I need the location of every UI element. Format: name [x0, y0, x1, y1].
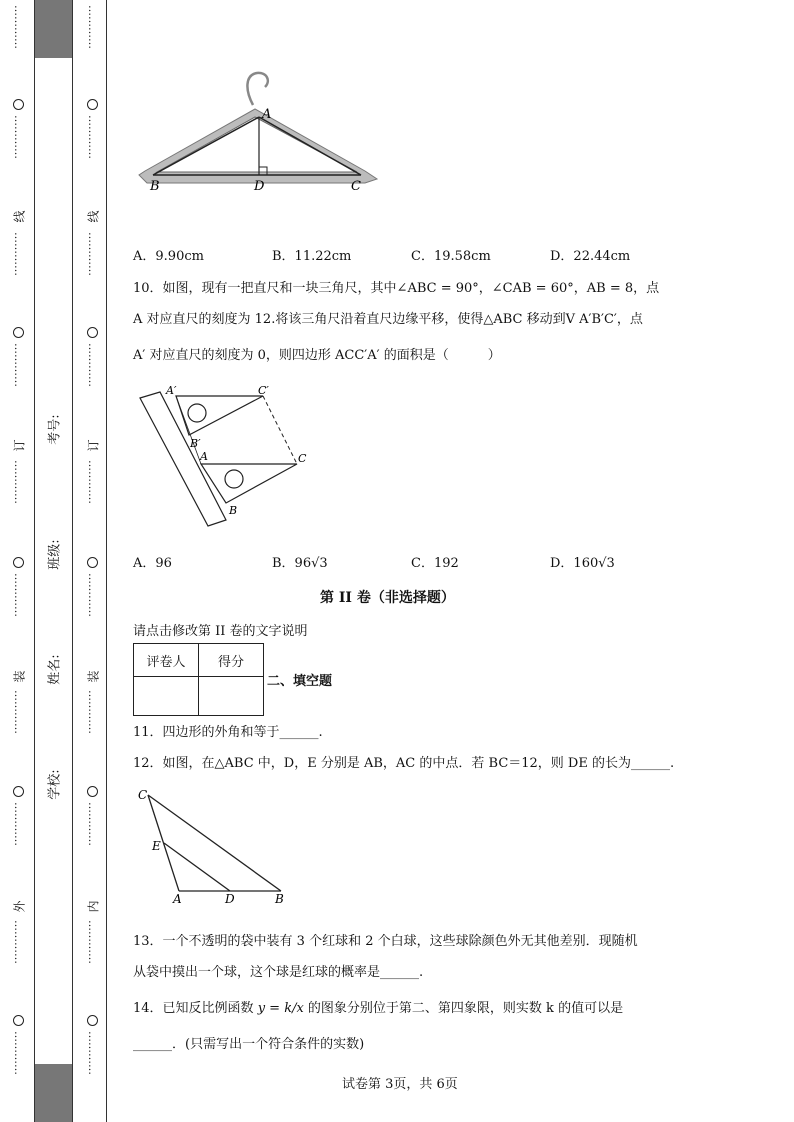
binding-line-2: [72, 0, 73, 1122]
table-cell-grader: [134, 677, 199, 716]
dotted-line: …………: [86, 460, 99, 504]
binding-circle: [87, 327, 98, 338]
label-A: A: [200, 450, 208, 463]
label-A: A: [173, 892, 182, 906]
section-note: 请点击修改第 II 卷的文字说明: [133, 624, 308, 639]
binding-line-1: [34, 0, 35, 1122]
binding-circle: [87, 1015, 98, 1026]
table-header-score: 得分: [199, 644, 264, 677]
dotted-line: …………: [86, 1031, 99, 1075]
q12-text: 12．如图，在△ABC 中，D，E 分别是 AB，AC 的中点．若 BC＝12，则 DE 的长为______.: [133, 756, 675, 771]
dotted-line: …………: [12, 802, 25, 846]
table-cell-score: [199, 677, 264, 716]
q10-line-3: A′ 对应直尺的刻度为 0，则四边形 ACC′A′ 的面积是（ ）: [133, 348, 501, 363]
field-name: 姓名:: [47, 654, 63, 685]
binding-circle: [13, 786, 24, 797]
outer-label-xian: 线: [12, 210, 27, 223]
dotted-line: …………: [12, 115, 25, 159]
binding-circle: [13, 99, 24, 110]
inner-label-xian: 线: [86, 210, 101, 223]
inner-label-nei: 内: [86, 900, 101, 913]
q11-text: 11．四边形的外角和等于______.: [133, 725, 323, 740]
outer-label-ding: 订: [12, 439, 27, 452]
field-school: 学校:: [47, 769, 63, 800]
q9-option-c: C．19.58cm: [411, 249, 491, 264]
q14-text-b: 的图象分别位于第二、第四象限，则实数 k 的值可以是: [307, 1001, 624, 1016]
page-footer: 试卷第 3页，共 6页: [342, 1077, 458, 1092]
label-C: C: [298, 452, 307, 465]
score-table: [133, 643, 264, 716]
binding-margin: [0, 0, 108, 1122]
gray-block-top: [35, 0, 72, 58]
binding-circle: [87, 786, 98, 797]
q10-line-2: A 对应直尺的刻度为 12.将该三角尺沿着直尺边缘平移，使得△ABC 移动到V A′B′C′，点: [133, 312, 643, 327]
label-D: D: [254, 179, 265, 194]
label-D: D: [225, 892, 235, 906]
field-class: 班级:: [47, 539, 63, 570]
dotted-line: …………: [12, 1031, 25, 1075]
dotted-line: …………: [86, 802, 99, 846]
binding-circle: [87, 557, 98, 568]
q9-option-a: A．9.90cm: [133, 249, 204, 264]
q14-line-2: ______．(只需写出一个符合条件的实数): [133, 1037, 365, 1052]
q13-line-2: 从袋中摸出一个球，这个球是红球的概率是______.: [133, 965, 424, 980]
label-A-prime: A′: [166, 384, 177, 397]
outer-label-wai: 外: [12, 900, 27, 913]
fill-blank-heading: 二、填空题: [267, 674, 333, 689]
dotted-line: …………: [12, 232, 25, 276]
section-title: 第 II 卷（非选择题）: [320, 590, 455, 606]
dotted-line: …………: [12, 690, 25, 734]
triangle-figure: [133, 785, 293, 907]
dotted-line: …………: [12, 920, 25, 964]
label-C: C: [351, 179, 361, 194]
q10-option-c: C．192: [411, 556, 459, 571]
gray-block-bottom: [35, 1064, 72, 1122]
q10-option-d: D．160√3: [550, 556, 615, 571]
ruler-triangle-figure: [130, 380, 320, 530]
binding-circle: [13, 327, 24, 338]
dotted-line: …………: [86, 690, 99, 734]
dotted-line: …………: [12, 573, 25, 617]
dotted-line: …………: [86, 920, 99, 964]
binding-circle: [87, 99, 98, 110]
q10-text-a: 10．如图，现有一把直尺和一块三角尺，其中: [133, 281, 397, 296]
label-B-prime: B′: [190, 437, 201, 450]
hanger-figure: [135, 65, 385, 195]
binding-line-3: [106, 0, 107, 1122]
dotted-line: …………: [86, 5, 99, 49]
dotted-line: …………: [86, 232, 99, 276]
dotted-line: …………: [12, 460, 25, 504]
dotted-line: …………: [86, 573, 99, 617]
q14-line-1: [133, 997, 623, 1016]
table-header-grader: 评卷人: [134, 644, 199, 677]
outer-label-zhuang: 装: [12, 670, 27, 683]
q10-text-b: ∠ABC = 90°，∠CAB = 60°，AB = 8，点: [396, 281, 660, 296]
field-exam-number: 考号:: [47, 414, 63, 445]
binding-circle: [13, 1015, 24, 1026]
label-C: C: [138, 788, 148, 802]
q10-option-b: B．96√3: [272, 556, 328, 571]
dotted-line: …………: [12, 343, 25, 387]
label-C-prime: C′: [258, 384, 269, 397]
label-A: A: [262, 107, 272, 122]
q10-option-a: A．96: [133, 556, 172, 571]
q14-formula: y = k/x: [257, 1001, 304, 1016]
label-B: B: [229, 504, 238, 517]
q9-option-b: B．11.22cm: [272, 249, 352, 264]
q13-line-1: 13．一个不透明的袋中装有 3 个红球和 2 个白球，这些球除颜色外无其他差别．现随机: [133, 934, 638, 949]
dotted-line: …………: [86, 115, 99, 159]
label-B: B: [275, 892, 284, 906]
q14-text-a: 14．已知反比例函数: [133, 1001, 254, 1016]
binding-circle: [13, 557, 24, 568]
dotted-line: …………: [86, 343, 99, 387]
label-E: E: [152, 839, 161, 853]
q9-option-d: D．22.44cm: [550, 249, 631, 264]
inner-label-ding: 订: [86, 439, 101, 452]
q10-line-1: [133, 277, 659, 296]
inner-label-zhuang: 装: [86, 670, 101, 683]
dotted-line: …………: [12, 5, 25, 49]
label-B: B: [150, 179, 160, 194]
